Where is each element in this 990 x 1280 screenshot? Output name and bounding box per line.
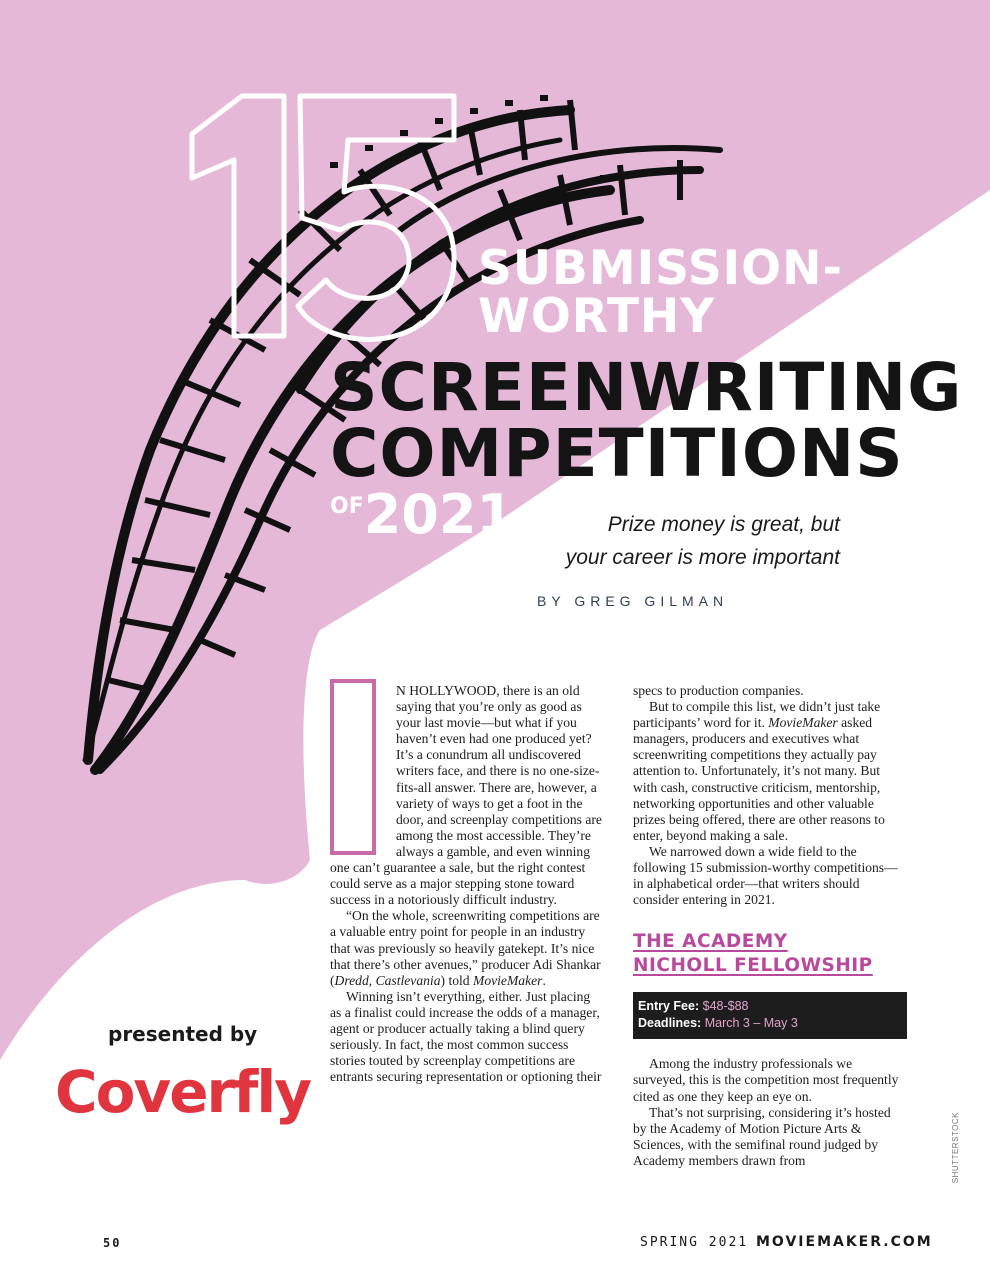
paragraph: We narrowed down a wide field to the following 15 submission-worthy competitions—in alphabetical order—that writers should consider entering in 2021. [633, 843, 898, 908]
deadlines-row [638, 1015, 902, 1032]
body-column-1 [330, 683, 603, 1085]
photo-credit: SHUTTERSTOCK [951, 1112, 960, 1184]
entry-fee-label: Entry Fee: [638, 999, 700, 1014]
paragraph-text: ) told [440, 972, 473, 988]
page-title-line1: SCREENWRITING [330, 349, 963, 426]
paragraph [330, 683, 603, 908]
paragraph-text: But to compile this list, we didn’t just take participants’ word for it. [633, 699, 881, 731]
entry-info-box [633, 992, 907, 1039]
entry-fee-row [638, 998, 902, 1015]
paragraph-text: . [542, 972, 546, 988]
title-year-number: 2021 [363, 483, 515, 546]
drop-cap-i [330, 679, 376, 855]
paragraph-text: N HOLLYWOOD, there is an old saying that you’re only as good as your last movie—but what if you haven’t even had one produced yet? It’s a conundrum all undiscovered writers face, and there is no one-size-fits-all answer. There are, however, a variety of ways to get a foot in the door, and screenplay competitions are among the most accessible. They’re always a gamble, and even winning one can’t guarantee a sale, but the right contest could serve as a major stepping stone toward success in a notoriously difficult industry. [330, 683, 602, 908]
title-year [330, 483, 515, 546]
byline: BY GREG GILMAN [537, 593, 729, 609]
page-number: 50 [103, 1236, 122, 1250]
coverfly-logo: Coverfly [55, 1058, 311, 1126]
paragraph: Winning isn’t everything, either. Just placing as a finalist could increase the odds of a manager, agent or producer actually taking a blind query seriously. In fact, the most common success stories touted by screenplay competitions are entrants securing representation or optioning their [330, 988, 602, 1085]
presented-by-label: presented by [108, 1022, 258, 1046]
title-dredd: Dredd [334, 972, 369, 988]
page-title [330, 349, 963, 492]
title-castlevania: Castlevania [375, 972, 441, 988]
section-heading-line1: THE ACADEMY [633, 931, 788, 953]
section-heading [633, 930, 907, 978]
deck-line1: Prize money is great, but [607, 513, 840, 536]
title-of: OF [330, 494, 364, 519]
deck-line2: your career is more important [565, 546, 840, 569]
paragraph: That’s not surprising, considering it’s hosted by the Academy of Motion Picture Arts & Sciences, with the semifinal round judged by Academy members drawn from [633, 1104, 891, 1168]
body-column-2 [633, 683, 907, 1169]
entry-fee-value: $48-$88 [702, 999, 749, 1014]
paragraph [633, 699, 907, 844]
deadlines-label: Deadlines: [638, 1016, 702, 1031]
paragraph: Among the industry professionals we surveyed, this is the competition most frequently cited as one they keep an eye on. [633, 1056, 899, 1104]
section-heading-line2: NICHOLL FELLOWSHIP [633, 955, 873, 977]
paragraph-text: asked managers, producers and executives what screenwriting competitions they actually pay attention to. Unfortunately, it’s not many. But with cash, constructive criticism, mentorship, networking opportunities and other valuable prizes being offered, there are other reasons to enter, beyond making a sale. [633, 715, 885, 843]
site-url: MOVIEMAKER.COM [756, 1234, 933, 1250]
number-15-outline [180, 92, 470, 342]
publication-name: MovieMaker [473, 972, 543, 988]
heading-kicker-line1: SUBMISSION- [478, 241, 843, 296]
paragraph [330, 908, 603, 988]
heading-kicker-line2: WORTHY [478, 289, 716, 344]
page-title-line2: COMPETITIONS [330, 415, 904, 492]
issue-label: SPRING 2021 [640, 1235, 749, 1250]
deadlines-value: March 3 – May 3 [704, 1016, 798, 1031]
publication-name: MovieMaker [768, 715, 838, 731]
paragraph-text: “On the whole, screenwriting competitions are a valuable entry point for people in an industry that was previously so heavily gatekept. It’s nice that there’s other avenues,” producer Adi Shankar ( [330, 908, 601, 988]
paragraph-text: , [368, 972, 376, 988]
deck-subtitle [540, 508, 840, 574]
paragraph: specs to production companies. [633, 683, 804, 698]
heading-kicker [478, 241, 843, 344]
